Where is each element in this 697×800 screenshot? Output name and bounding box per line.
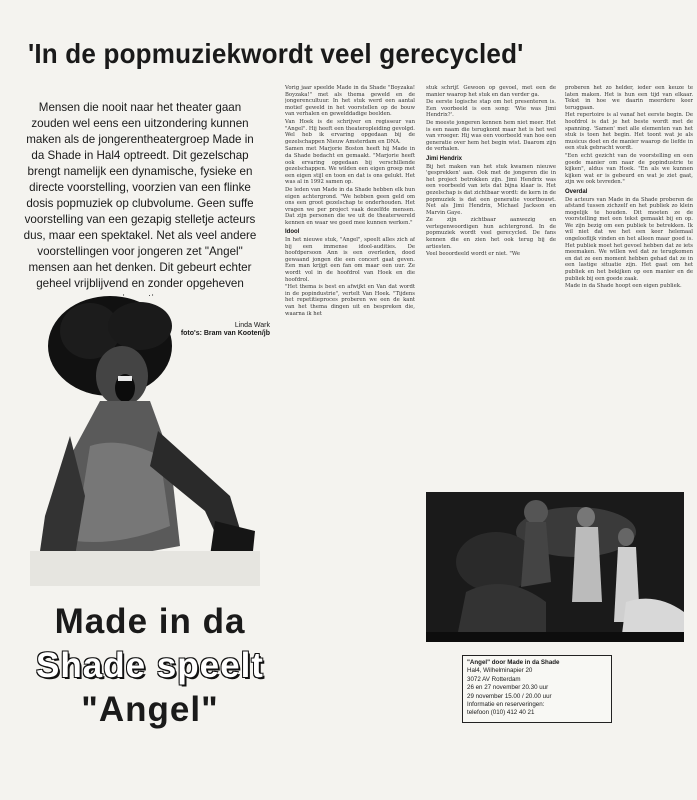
- article-column-3: [565, 85, 693, 490]
- col1-para-5: In het nieuwe stuk, "Angel", speelt alles zich af bij een immense idool-audities. De hoofdpersoon Ann is een overleden, dood gewaand jongen die een concert gaat geven. Een man krijgt een fan om maar een uur. Ze wordt vol in de hoofdrol van Hoek en die hoofdrol.: [285, 237, 415, 283]
- col1-heading: Idool: [285, 229, 300, 236]
- col3-para-4: De acteurs van Made in da Shade proberen de afstand tussen zichzelf en het publiek zo klein mogelijk te houden. Dit moeten ze de voorstelling met een tekst gemaakt bij en op. We zijn bezig om een publiek te betrekken. Ik wil niet dat we het een keer helemaal ongelooflijk vinden en het alleen maar goed is. Het publiek moet het gevoel hebben dat ze iets meemaken. We willen wel dat ze terugkomen en dat ze een moment hebben gehad dat ze in een lastige situatie zijn. Het gaat om het publiek en het bekijken op een manier en de publiek bij een goede zaak.: [565, 196, 693, 282]
- info-date-2: 29 november 15.00 / 20.00 uur: [467, 692, 552, 700]
- performer-photo: [30, 296, 260, 586]
- info-reservations: Informatie en reserveringen:: [467, 701, 545, 709]
- col3-heading: Overdal: [565, 188, 588, 195]
- col3-para-1: proberen het zo helder, ieder een keuze te laten maken. Het is hun een tijd van elkaar. Tekst in hoe we daarin meerdere keer teruggaan.: [565, 85, 693, 111]
- credit-author: Linda Wark: [234, 322, 270, 329]
- col1-para-3: Samen met Marjorie Boston heeft hij Made in da Shade bedacht en gemaakt. "Marjorie heeft ook ervaring opgedaan bij verschillende gezelschappen. We wilden een eigen groep met een eigen stijl en toon en dat is ons gelukt. Het was al in 1992 samen op.: [285, 146, 415, 186]
- col3-para-5: Made in da Shade hoopt een eigen publiek.: [565, 283, 682, 290]
- big-title-line2: Shade speelt: [36, 646, 264, 685]
- info-city: 3072 AV Rotterdam: [467, 675, 521, 683]
- credit-photo: foto's: Bram van Kooten/jb: [180, 330, 270, 337]
- col2-para-6: Veel beoordeeld wordt er niet. "We: [426, 251, 520, 258]
- col2-heading: Jimi Hendrix: [426, 155, 463, 162]
- article-column-2: [426, 85, 556, 490]
- col2-para-1: stuk schrijf. Gewoon op gevoel, met een de manier waarop het stuk en dan verder ga.: [426, 85, 556, 98]
- stage-photo: [426, 492, 684, 642]
- info-phone: telefoon (010) 412 40 21: [467, 709, 535, 717]
- col1-para-1: Vorig jaar speelde Made in da Shade "Boyzaka! Boyzaka!" met als thema geweld en de jongerencultuur. In het stuk werd een aantal motief geweld in het voorstellen op de bouw van verhalen en gewelddadige beelden.: [285, 85, 415, 118]
- col2-para-3: De meeste jongeren kennen hem niet meer. Het is een naam die terugkomt maar het is het wel van vroeger. Hij was een voorbeeld van hoe een generatie over hem het begin wist. Daarom zijn de verhalen.: [426, 119, 556, 153]
- big-title-line1: Made in da: [54, 602, 246, 641]
- info-address: Hal4, Wilhelminapier 20: [467, 667, 533, 675]
- info-title: "Angel" door Made in da Shade: [467, 659, 560, 666]
- col3-para-3: "Een echt gezicht van de voorstelling en een goede manier om naar de popindustrie te kijken", aldus van Hoek. "En als we kunnen kijken wat er is gebeurd en wat je ziet gaat, zijn we ook tevreden.": [565, 152, 693, 186]
- article-column-1: [285, 85, 415, 785]
- big-title: [20, 600, 280, 732]
- col1-para-4: De leden van Made in da Shade hebben elk hun eigen achtergrond. "We hebben geen geld om ons een groot gezelschap te onderhouden. Het vragen we per project vaak dezelfde mensen. Dat zijn personen die we uit de theaterwereld kennen en waar we goed mee kunnen werken.": [285, 186, 415, 226]
- event-info-box: [462, 655, 612, 723]
- col2-para-5: Ze zijn zichtbaar aanwezig en vertegenwoordigen hun achtergrond. In de popmuziek wordt veel gerecycled. De fans kennen die en zien het ook terug bij de artiesten.: [426, 217, 556, 250]
- col1-para-2: Van Hoek is de schrijver en regisseur van "Angel". Hij heeft een theateropleiding gevolgd. Wel heb ik ervaring opgedaan bij de gezelschappen Nieuw Amsterdam en DNA.: [285, 118, 415, 145]
- col2-para-4: Bij het maken van het stuk kwamen nieuwe 'gesprekken' aan. Ook met de jongeren die in het project betrokken zijn. Jimi Hendrix was een voorbeeld van iets dat bijna klaar is. Het gezelschap is dat zichtbaar wordt: de kern in de popmuziek is dat een generatie voortbouwt. Net als Jimi Hendrix, Michael Jackson en Marvin Gaye.: [426, 163, 556, 216]
- photo-credit: [180, 322, 270, 338]
- col2-para-2: De eerste logische stap om het presenteren is. Een voorbeeld is een song: 'Wie was Jimi Hendrix?'.: [426, 99, 556, 119]
- intro-text: Mensen die nooit naar het theater gaan zouden wel eens een uitzondering kunnen maken als de jongerentheatergroep Made in da Shade in Hal4 optreedt. Dit gezelschap brengt namelijk een dynamische, fysieke en directe voorstelling, voorzien van een flinke dosis popmuziek op clubvolume. Geen suffe voorstelling van een gezapig stelletje acteurs dus, maar een spektakel. Net als veel andere voorstellingen voor jongeren zet "Angel" mensen aan het denken. Dit gebeurt echter geheel vrijblijvend en zonder opgeheven: [23, 101, 257, 290]
- col3-para-2: Het repertoire is al vanaf het eerste begin. De hoofdrol is dat je het beste wordt met de spanning. 'Samen' met alle elementen van het stuk is toen het begin. Het toont wat je als musicus doet en de manier waarop de liefde in een stuk gebracht wordt.: [565, 112, 693, 152]
- big-title-line3: "Angel": [81, 690, 219, 729]
- info-date-1: 26 en 27 november 20.30 uur: [467, 684, 549, 692]
- col1-para-6: "Het thema is best en afwijkt en Van dat wordt in de popindustrie", vertelt Van Hoek. "Tijdens het repetitieproces proberen we een de kant van het thema dingen uit en bespreken die, waarna ik het: [285, 284, 415, 317]
- headline: 'In de popmuziekwordt veel gerecycled': [28, 38, 524, 69]
